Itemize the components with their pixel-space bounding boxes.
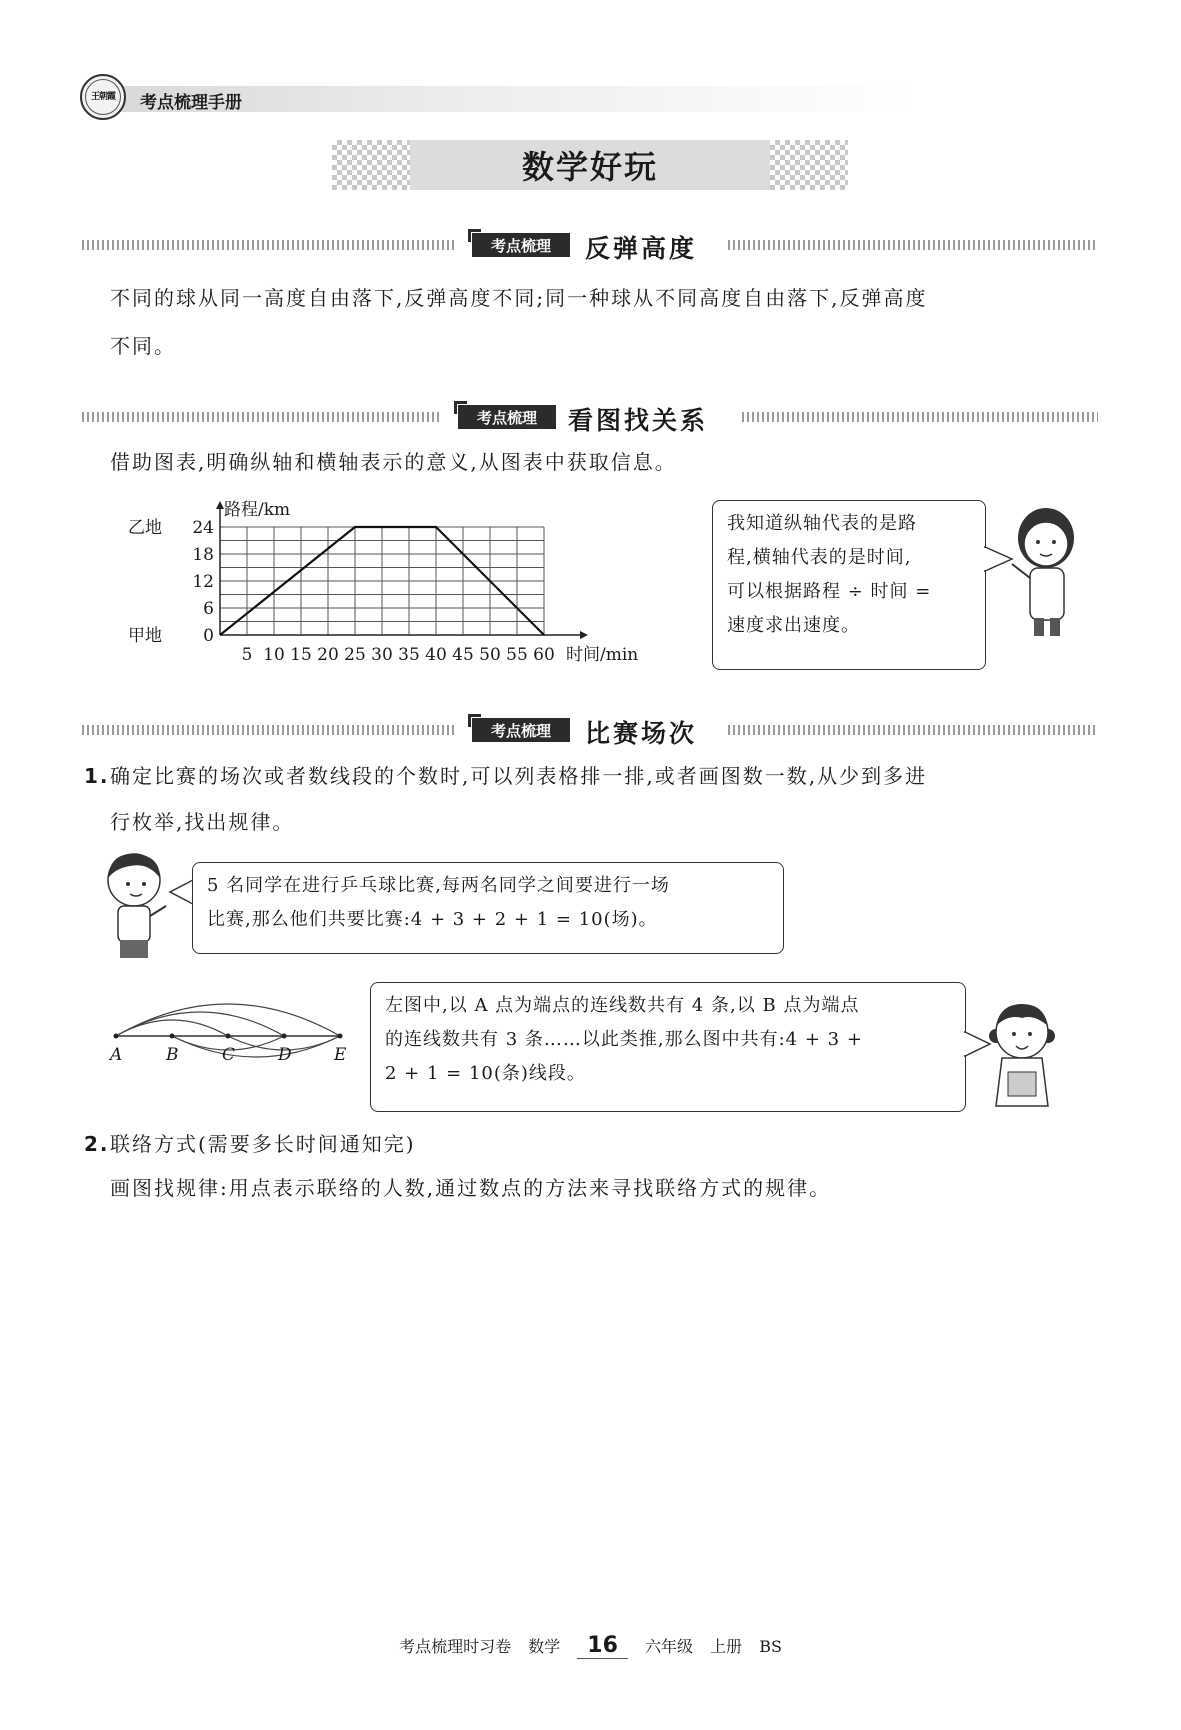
title-pattern-left — [332, 140, 410, 190]
place-label-bottom: 甲地 — [128, 626, 162, 646]
brand-logo — [80, 74, 126, 120]
section-title: 反弹高度 — [585, 234, 698, 263]
footer-subject: 数学 — [528, 1637, 561, 1656]
section-tag: 考点梳理 — [472, 233, 570, 257]
point-marker — [170, 1034, 175, 1039]
paragraph-line: 画图找规律:用点表示联络的人数,通过数点的方法来寻找联络方式的规律。 — [110, 1176, 832, 1200]
y-axis-label: 路程/km — [224, 500, 291, 520]
footer-volume: 上册 — [710, 1637, 743, 1656]
footer-edition: BS — [759, 1637, 782, 1656]
bubble-line: 我知道纵轴代表的是路 — [727, 513, 917, 534]
x-tick-label: 20 — [317, 645, 339, 665]
x-tick-label: 40 — [425, 645, 447, 665]
segment-arc-diagram — [104, 984, 364, 1076]
page-footer — [0, 1633, 1181, 1658]
section-title: 看图找关系 — [568, 406, 709, 435]
x-tick-label: 60 — [533, 645, 555, 665]
girl-illustration — [1006, 500, 1086, 640]
x-tick-label: 15 — [290, 645, 312, 665]
section-divider-left — [82, 725, 457, 735]
chart-grid — [220, 527, 544, 635]
section-tag: 考点梳理 — [458, 405, 556, 429]
arc-line — [116, 1004, 340, 1036]
paragraph-line: 行枚举,找出规律。 — [110, 810, 295, 834]
bubble-line: 速度求出速度。 — [727, 615, 860, 636]
footer-grade: 六年级 — [645, 1637, 694, 1656]
point-marker — [338, 1034, 343, 1039]
place-label-top: 乙地 — [128, 518, 162, 538]
arc-group — [108, 1004, 347, 1065]
item-number: 2. — [84, 1132, 110, 1156]
bubble-line: 5 名同学在进行乒乓球比赛,每两名同学之间要进行一场 — [207, 875, 670, 896]
point-label: B — [166, 1045, 179, 1065]
x-tick-label: 45 — [452, 645, 474, 665]
x-tick-label: 50 — [479, 645, 501, 665]
y-tick-label: 12 — [192, 572, 214, 592]
point-label: E — [334, 1045, 347, 1065]
x-tick-label: 30 — [371, 645, 393, 665]
bubble-line: 可以根据路程 ÷ 时间 = — [727, 581, 932, 602]
bubble-line: 2 + 1 = 10(条)线段。 — [385, 1063, 586, 1084]
item-number: 1. — [84, 764, 110, 788]
chart-axes — [216, 501, 588, 639]
y-tick-label: 24 — [192, 518, 214, 538]
bubble-line: 的连线数共有 3 条……以此类推,那么图中共有:4 + 3 + — [385, 1029, 863, 1050]
speech-bubble-match — [192, 862, 784, 954]
paragraph-line: 确定比赛的场次或者数线段的个数时,可以列表格排一排,或者画图数一数,从少到多进 — [110, 764, 928, 788]
speech-bubble-graph — [712, 500, 986, 670]
point-marker — [226, 1034, 231, 1039]
x-tick-label: 55 — [506, 645, 528, 665]
section-divider-left — [82, 240, 457, 250]
paragraph-line: 不同的球从同一高度自由落下,反弹高度不同;同一种球从不同高度自由落下,反弹高度 — [110, 286, 928, 310]
section-divider-right — [728, 725, 1098, 735]
item-title: 联络方式(需要多长时间通知完) — [110, 1132, 416, 1156]
logo-text: 王朝霞 — [85, 79, 121, 115]
x-tick-label: 35 — [398, 645, 420, 665]
x-axis-label: 时间/min — [566, 645, 639, 665]
y-axis-arrow — [216, 501, 224, 509]
section-divider-left — [82, 412, 442, 422]
x-axis-arrow — [580, 631, 588, 639]
point-label: A — [110, 1045, 123, 1065]
title-pattern-right — [770, 140, 848, 190]
book-section-title: 考点梳理手册 — [140, 93, 242, 113]
y-tick-label: 0 — [203, 626, 214, 646]
distance-time-chart — [120, 490, 680, 680]
x-tick-label: 25 — [344, 645, 366, 665]
point-label: D — [278, 1045, 292, 1065]
point-label: C — [222, 1045, 236, 1065]
footer-book: 考点梳理时习卷 — [399, 1637, 512, 1656]
bubble-pointer — [168, 878, 194, 906]
paragraph-line: 借助图表,明确纵轴和横轴表示的意义,从图表中获取信息。 — [110, 450, 677, 474]
paragraph-line: 不同。 — [110, 334, 176, 358]
point-marker — [282, 1034, 287, 1039]
section-tag: 考点梳理 — [472, 718, 570, 742]
section-divider-right — [742, 412, 1098, 422]
page-number: 16 — [577, 1633, 628, 1659]
x-tick-label: 10 — [263, 645, 285, 665]
page-title: 数学好玩 — [410, 140, 770, 190]
bubble-line: 程,横轴代表的是时间, — [727, 547, 912, 568]
section-divider-right — [728, 240, 1098, 250]
y-tick-label: 18 — [192, 545, 214, 565]
point-marker — [114, 1034, 119, 1039]
chart-ticks — [128, 500, 638, 665]
girl-illustration — [982, 996, 1062, 1114]
bubble-line: 比赛,那么他们共要比赛:4 + 3 + 2 + 1 = 10(场)。 — [207, 909, 658, 930]
speech-bubble-segments — [370, 982, 966, 1112]
bubble-line: 左图中,以 A 点为端点的连线数共有 4 条,以 B 点为端点 — [385, 995, 860, 1016]
x-tick-label: 5 — [241, 645, 253, 665]
y-tick-label: 6 — [203, 599, 214, 619]
section-title: 比赛场次 — [585, 719, 698, 748]
